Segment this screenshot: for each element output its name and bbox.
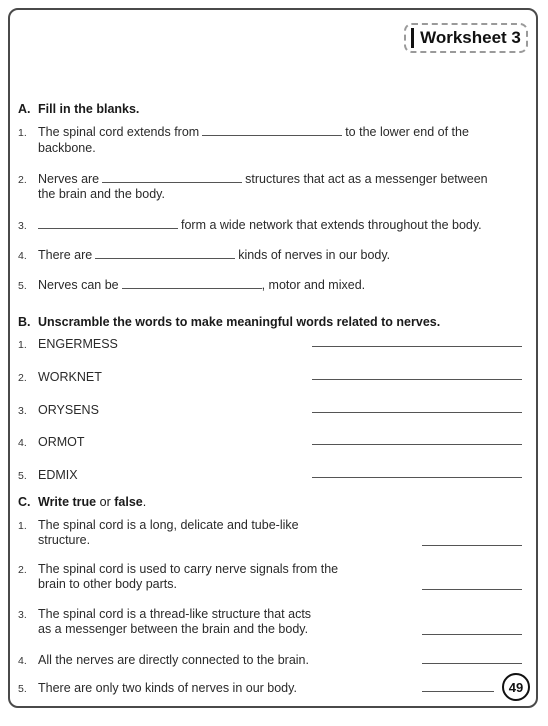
section-c-item-3: 3. The spinal cord is a thread-like structure that acts (18, 607, 312, 621)
section-a-item-4: 4. There are kinds of nerves in our body. (18, 248, 391, 262)
section-b-item-3: 3. ORYSENS (18, 403, 99, 417)
answer-blank[interactable] (38, 218, 178, 229)
worksheet-title: Worksheet 3 (411, 28, 521, 48)
section-a-item-1-cont: backbone. (38, 141, 96, 155)
answer-blank[interactable] (202, 125, 342, 136)
answer-line[interactable] (422, 634, 522, 635)
section-c-item-4: 4. All the nerves are directly connected to the brain. (18, 653, 309, 667)
section-a-item-2-cont: the brain and the body. (38, 187, 165, 201)
answer-blank[interactable] (122, 278, 262, 289)
section-b-item-1: 1. ENGERMESS (18, 337, 118, 351)
section-c-item-1-cont: structure. (38, 533, 91, 547)
section-c-heading: C. Write true or false. (18, 495, 147, 509)
answer-line[interactable] (422, 545, 522, 546)
answer-blank[interactable] (102, 172, 242, 183)
section-a-item-2: 2. Nerves are structures that act as a messenger between (18, 172, 488, 186)
answer-blank[interactable] (95, 248, 235, 259)
answer-line[interactable] (422, 589, 522, 590)
section-c-item-1: 1. The spinal cord is a long, delicate and tube-like (18, 518, 299, 532)
section-b-heading: B. Unscramble the words to make meaningful words related to nerves. (18, 315, 441, 329)
section-a-item-1: 1. The spinal cord extends from to the lower end of the (18, 125, 469, 139)
section-c-item-3-cont: as a messenger between the brain and the body. (38, 622, 309, 636)
answer-line[interactable] (312, 379, 522, 380)
answer-line[interactable] (422, 663, 522, 664)
section-c-item-5: 5. There are only two kinds of nerves in our body. (18, 681, 297, 695)
answer-line[interactable] (422, 691, 494, 692)
section-b-item-2: 2. WORKNET (18, 370, 102, 384)
section-b-item-4: 4. ORMOT (18, 435, 85, 449)
section-c-item-2-cont: brain to other body parts. (38, 577, 177, 591)
section-a-heading: A. Fill in the blanks. (18, 102, 140, 116)
section-b-item-5: 5. EDMIX (18, 468, 78, 482)
answer-line[interactable] (312, 477, 522, 478)
worksheet-page (8, 8, 538, 708)
section-a-item-3: 3. form a wide network that extends throughout the body. (18, 218, 482, 232)
worksheet-title-badge (404, 23, 528, 53)
answer-line[interactable] (312, 346, 522, 347)
answer-line[interactable] (312, 444, 522, 445)
page-number: 49 (502, 673, 530, 701)
answer-line[interactable] (312, 412, 522, 413)
section-a-item-5: 5. Nerves can be , motor and mixed. (18, 278, 366, 292)
section-c-item-2: 2. The spinal cord is used to carry nerve signals from the (18, 562, 339, 576)
